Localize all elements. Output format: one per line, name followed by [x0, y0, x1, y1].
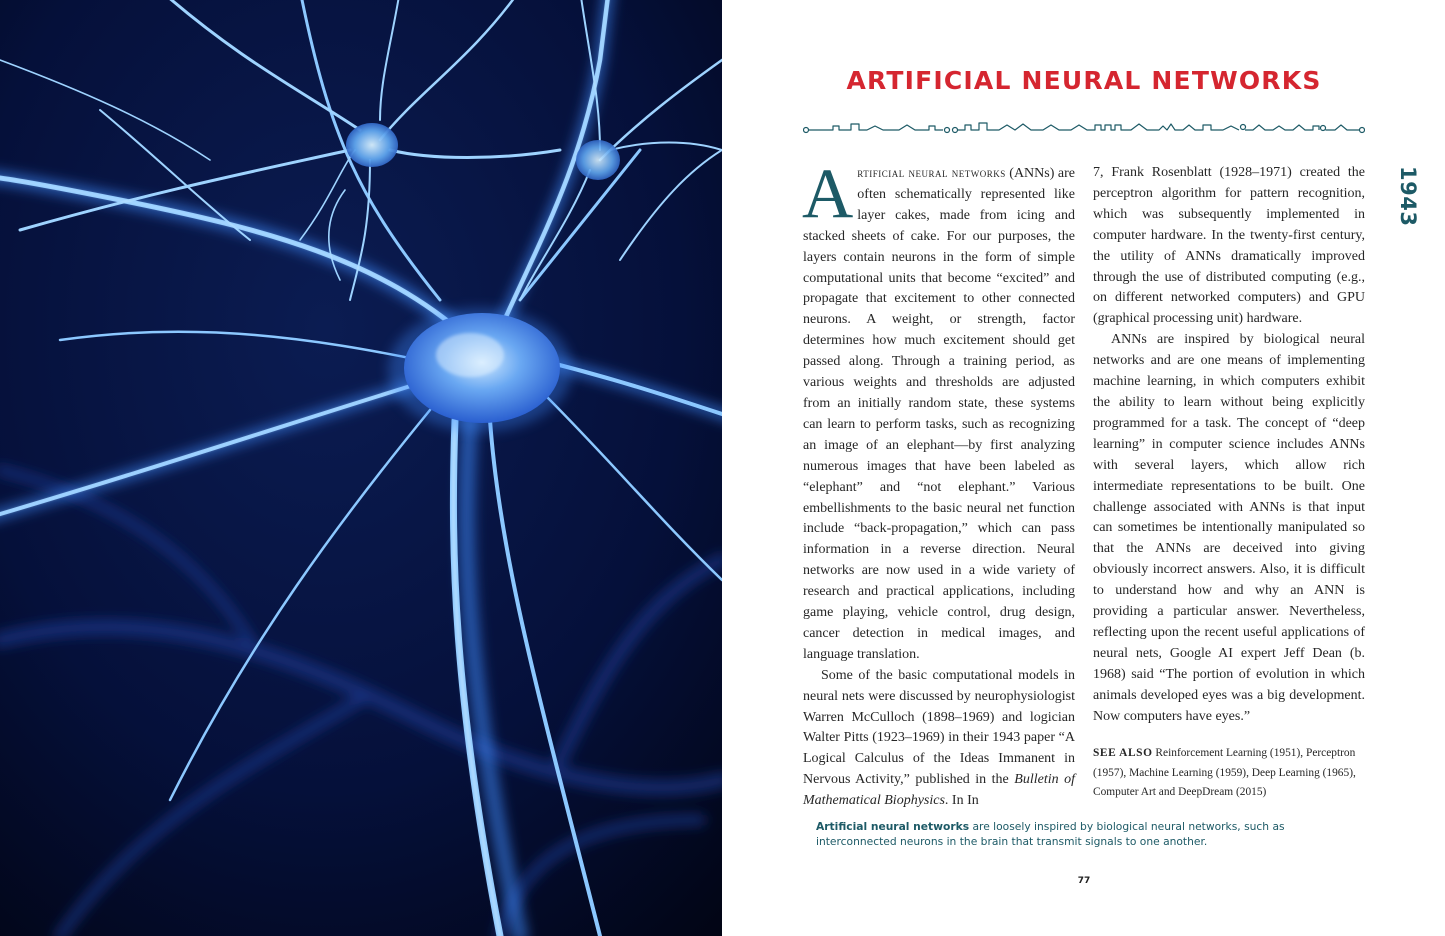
circuit-ornament [803, 119, 1365, 139]
figure-caption [816, 819, 1361, 849]
paragraph-1-text: (ANNs) are often schematically represented like layer cakes, made from icing and stacked sheets of cake. For our purposes, the layers contain neurons in the form of simple computational units that become “excited” and propagate that excitement to other connected neurons. A weight, or strength, factor determines how much excitement should get passed along. Through a training period, as various weights and thresholds are adjusted from an initially random state, these systems can learn to perform tasks, such as recognizing an image of an elephant—by first analyzing numerous images that have been labeled as “elephant” and “not elephant.” Various embellishments to the basic neural net function include “back-propagation,” which can pass information in a reverse direction. Neural networks are now used in a wide variety of research and practical applications, including game playing, vehicle control, drug design, cancer detection in medical images, and language translation. [803, 166, 1075, 662]
body-column-right [1093, 163, 1365, 803]
paragraph-2-end: . In In [944, 793, 979, 809]
see-also-text: Reinforcement Learning (1951), Perceptron (1957), Machine Learning (1959), Deep Learning (1965), Computer Art and DeepDream (2015) [1093, 747, 1356, 799]
paragraph-2 [803, 666, 1075, 812]
year-marker: 1943 [1396, 166, 1420, 227]
page-number: 77 [1077, 876, 1091, 886]
neuron-photo [0, 0, 722, 936]
body-column-left [802, 155, 1075, 812]
lead-in: rtificial neural networks [857, 165, 1006, 180]
see-also [1093, 744, 1365, 803]
paragraph-2-text: Some of the basic computational models in neural nets were discussed by neurophysiologist Warren McCulloch (1898–1969) and logician Walter Pitts (1923–1969) in their 1943 paper “A Logical Calculus of the Ideas Immanent in Nervous Activity,” published in the [803, 667, 1075, 788]
caption-text: are loosely inspired by biological neural networks, such as interconnected neurons in the brain that transmit signals to one another. [816, 820, 1285, 848]
paragraph-2-continued: 7, Frank Rosenblatt (1928–1971) created the perceptron algorithm for pattern recognition, which was subsequently implemented in computer hardware. In the twenty-first century, the utility of ANNs dramatically improved through the use of distributed computing (e.g., on different networked computers) and GPU (graphical processing unit) hardware. [1093, 165, 1365, 327]
page-title: ARTIFICIAL NEURAL NETWORKS [846, 66, 1322, 95]
journal-title: Bulletin of Mathematical Biophysics [803, 772, 1075, 809]
see-also-label: SEE ALSO [1093, 747, 1153, 760]
paragraph-1 [802, 155, 1075, 666]
caption-bold: Artificial neural networks [816, 820, 970, 833]
drop-cap: A [802, 155, 854, 233]
paragraph-3: ANNs are inspired by biological neural networks and are one means of implementing machine learning, in which computers exhibit the ability to learn without being explicitly programmed for a task. The concept of “deep learning” in computer science includes ANNs with several layers, which allow rich intermediate representations to be built. One challenge associated with ANNs is that input can sometimes be intentionally manipulated so that the ANNs are deceived into giving obviously incorrect answers. Also, it is difficult to understand how and why an ANN is providing a particular answer. Nevertheless, reflecting upon the recent useful applications of neural nets, Google AI expert Jeff Dean (b. 1968) said “The portion of evolution in which animals developed eyes was a big development. Now computers have eyes.” [1093, 332, 1365, 724]
